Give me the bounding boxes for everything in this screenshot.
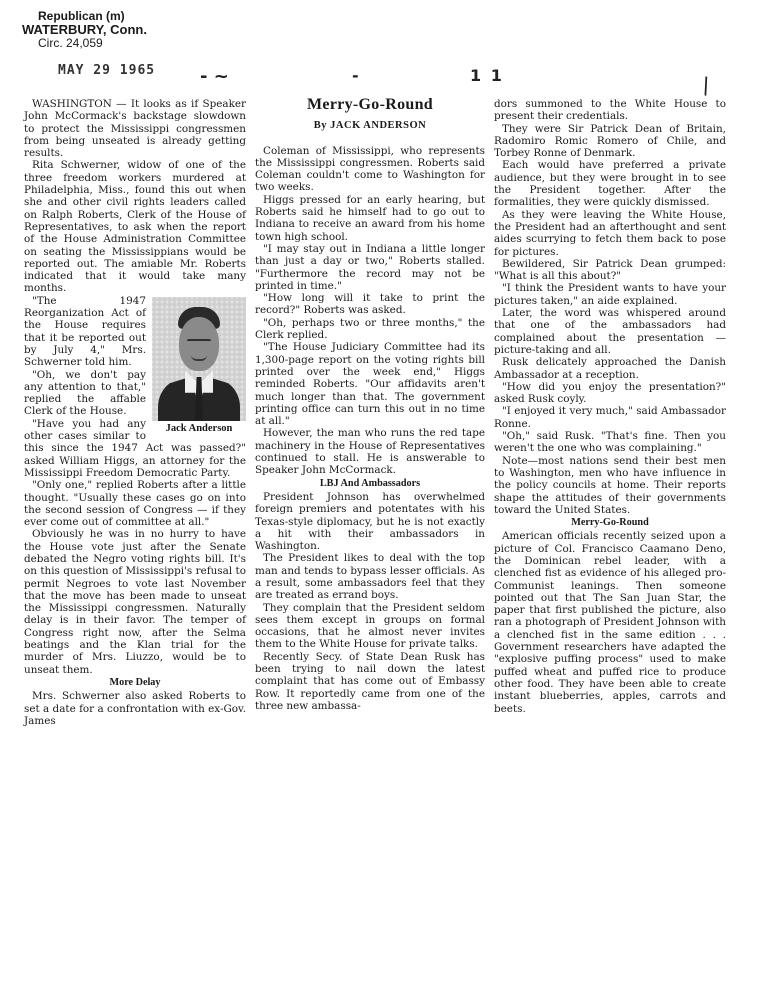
- margin-mark: 1 1: [470, 66, 504, 85]
- article-paragraph: Bewildered, Sir Patrick Dean grumped: "What is all this about?": [494, 257, 726, 283]
- article-paragraph: WASHINGTON — It looks as if Speaker John McCormack's backstage slowdown to protect the Mississippi congressmen from being unseated is already getting results.: [24, 98, 246, 160]
- article-paragraph: "Oh, we don't pay any attention to that," replied the affable Clerk of the House.: [24, 368, 146, 418]
- article-paragraph: "How did you enjoy the presentation?" asked Rusk coyly.: [494, 380, 726, 406]
- margin-mark: -: [352, 66, 359, 85]
- article-column-1: [24, 98, 246, 727]
- article-paragraph: "I may stay out in Indiana a little longer than just a day or two," Roberts stalled. "Furthermore the record may not be printed in time.": [255, 242, 485, 292]
- article-paragraph: As they were leaving the White House, the President had an afterthought and sent aides scurrying to fetch them back to pose for pictures.: [494, 208, 726, 258]
- article-paragraph: However, the man who runs the red tape machinery in the House of Representatives continued to stall. He is answerable to Speaker John McCormack.: [255, 427, 485, 477]
- article-paragraph: Mrs. Schwerner also asked Roberts to set a date for a confrontation with ex-Gov. James: [24, 690, 246, 727]
- article-paragraph: "Oh," said Rusk. "That's fine. Then you weren't the one who was complaining.": [494, 430, 726, 455]
- article-paragraph: Each would have preferred a private audience, but they were brought in to see the President together. After the formalities, they were quickly dismissed.: [494, 159, 726, 209]
- article-column-3: [494, 98, 726, 715]
- article-paragraph: Note—most nations send their best men to Washington, men who have influence in the policy councils at home. Their reports shape the attitudes of their governments toward the United States.: [494, 454, 726, 516]
- article-paragraph: Higgs pressed for an early hearing, but Roberts said he himself had to go out to Indiana to receive an award from his home town high school.: [255, 193, 485, 243]
- article-paragraph: Coleman of Mississippi, who represents the Mississippi congressmen. Roberts said Coleman couldn't come to Washington for two weeks.: [255, 144, 485, 194]
- section-subhead: More Delay: [109, 676, 161, 688]
- author-photo-box: [152, 297, 246, 435]
- article-paragraph: "Have you had any other cases similar to this since the 1947 Act was passed?" asked William Higgs, an attorney for the Mississippi Freedom Democratic Party.: [24, 417, 246, 479]
- article-paragraph: "Only one," replied Roberts after a little thought. "Usually these cases go on into the second session of Congress — if they ever come out of committee at all.": [24, 479, 246, 529]
- article-paragraph: They complain that the President seldom sees them except in groups on formal occasions, that he almost never invites them to the White House for private talks.: [255, 601, 485, 651]
- paper-name: Republican (m): [38, 9, 125, 23]
- article-paragraph: Later, the word was whispered around that one of the ambassadors had complained about the presentation — picture-taking and all.: [494, 307, 726, 356]
- article-paragraph: American officials recently seized upon a picture of Col. Francisco Caamano Deno, the Dominican rebel leader, with a clenched fist as evidence of his alleged pro-Communist leanings. Then someone pointed out that The San Juan Star, the paper that first published the picture, also ran a photograph of President Johnson with a clenched fist in the same edition . . . Government researchers have adapted the "explosive puffing process" used to make puffed wheat and puffed rice to produce other food. They have been able to create instant blueberries, apples, carrots and beets.: [494, 530, 726, 715]
- photo-caption: Jack Anderson: [165, 422, 233, 434]
- article-paragraph: "How long will it take to print the record?" Roberts was asked.: [255, 292, 485, 317]
- article-paragraph: "I think the President wants to have your pictures taken," an aide explained.: [494, 282, 726, 307]
- article-paragraph: President Johnson has overwhelmed foreign premiers and potentates with his Texas-style diplomacy, but he is not exactly a hit with their ambassadors in Washington.: [255, 490, 485, 553]
- section-subhead: Merry-Go-Round: [571, 517, 649, 529]
- article-paragraph: "The 1947 Reorganization Act of the House requires that it be reported out by July 4," Mrs. Schwerner told him.: [24, 294, 146, 369]
- article-paragraph: Recently Secy. of State Dean Rusk has been trying to nail down the latest complaint that has come out of Embassy Row. It reportedly came from one of the three new ambassa-: [255, 650, 485, 712]
- article-paragraph: They were Sir Patrick Dean of Britain, Radomiro Romic Romero of Chile, and Torbey Ronne of Denmark.: [494, 122, 726, 160]
- article-paragraph: "The House Judiciary Committee had its 1,300-page report on the voting rights bill printed over the week end," Higgs reminded Roberts. "Our affidavits aren't much longer than that. The government printing office can turn this out in no time at all.": [255, 341, 485, 428]
- margin-mark: \: [697, 73, 714, 100]
- paper-circulation: Circ. 24,059: [38, 36, 103, 51]
- article-column-2: [255, 98, 485, 712]
- byline: By JACK ANDERSON: [313, 120, 427, 132]
- column-title: Merry-Go-Round: [307, 96, 433, 113]
- article-paragraph: dors summoned to the White House to present their credentials.: [494, 98, 726, 123]
- clipping-source-stamp: [22, 10, 162, 51]
- article-paragraph-text: Rita Schwerner, widow of one of the three freedom workers murdered at Philadelphia, Miss., found this out when she and other civil rights leaders called on Ralph Roberts, Clerk of the House of Representatives, to ask when the report of the House Administration Committee on seating the Mississippians would be reported out. The amiable Mr. Roberts indicated that it would take many months.: [24, 159, 246, 295]
- article-paragraph: Obviously he was in no hurry to have the House vote just after the Senate debated the Negro voting rights bill. It's on this question of Mississippi's refusal to permit Negroes to vote last November that the move has been made to unseat the Mississippi congressmen. Naturally delay is in their favor. The temper of Congress right now, after the Selma beatings and the Klan trial for the murder of Mrs. Liuzzo, would be to unseat them.: [24, 528, 246, 676]
- article-paragraph: "I enjoyed it very much," said Ambassador Ronne.: [494, 405, 726, 430]
- date-stamp: MAY 29 1965: [58, 63, 156, 78]
- article-paragraph: Rusk delicately approached the Danish Ambassador at a reception.: [494, 356, 726, 381]
- article-paragraph: "Oh, perhaps two or three months," the Clerk replied.: [255, 316, 485, 342]
- section-subhead: LBJ And Ambassadors: [319, 477, 421, 489]
- author-portrait-icon: [152, 297, 246, 421]
- paper-city: WATERBURY, Conn.: [22, 22, 147, 38]
- article-paragraph: The President likes to deal with the top man and tends to bypass lesser officials. As a result, some ambassadors feel that they are treated as errand boys.: [255, 552, 485, 602]
- article-paragraph: [24, 159, 246, 294]
- margin-mark: - ~: [200, 66, 229, 87]
